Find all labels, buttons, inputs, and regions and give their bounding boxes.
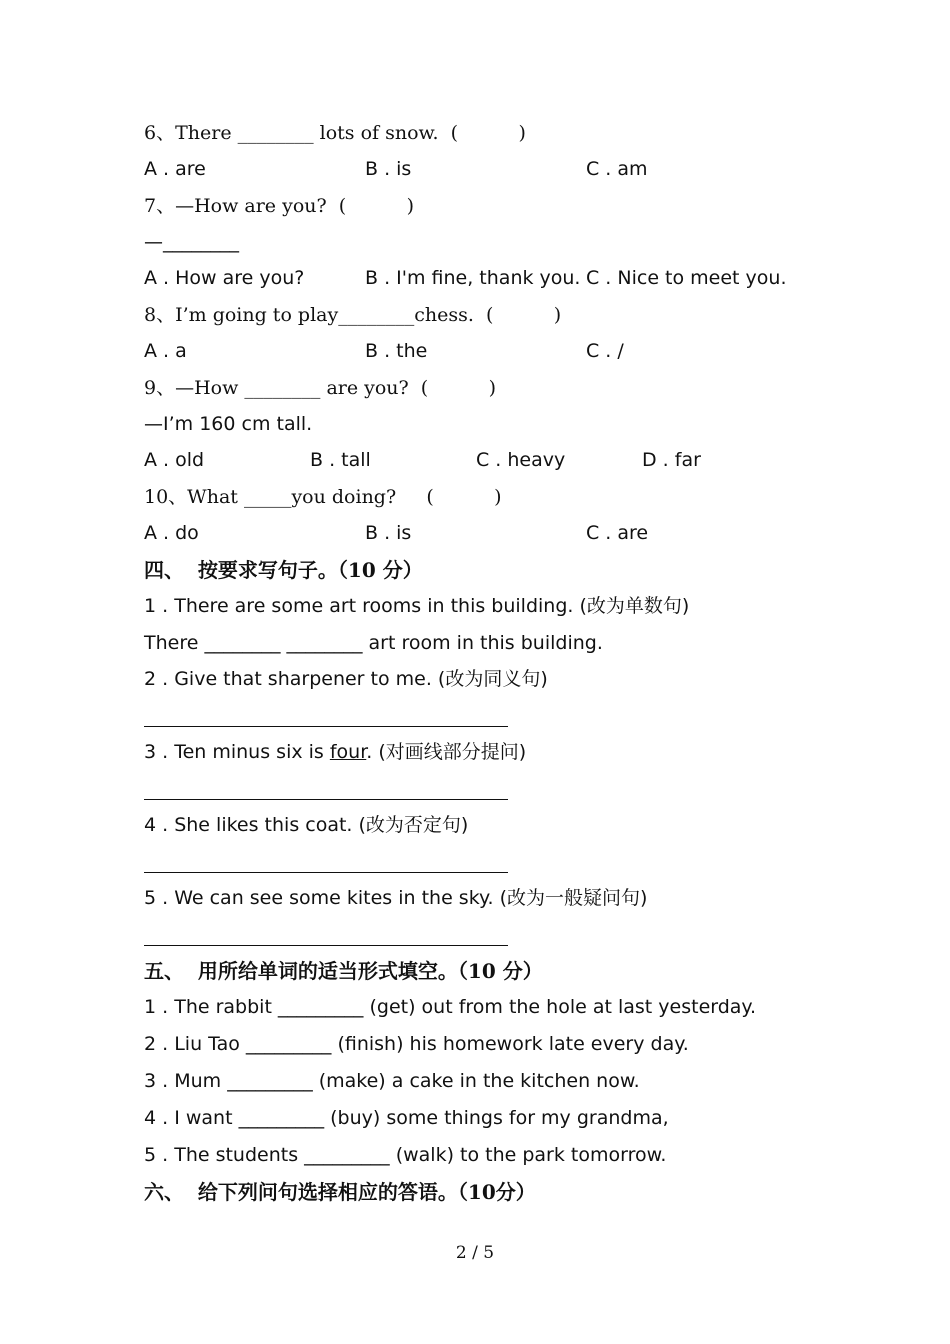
section-5-title: 五、 用所给单词的适当形式填空。（10 分） <box>144 959 543 983</box>
question-10-stem: 10、What _____you doing? ( ) <box>144 486 502 508</box>
question-7-option-a: A . How are you? <box>144 267 305 289</box>
section-6-title: 六、 给下列问句选择相应的答语。（10分） <box>144 1180 536 1204</box>
section-4-item-5: 5 . We can see some kites in the sky. (改为一般疑问句) <box>144 887 648 909</box>
question-9-stem: 9、—How ________ are you? ( ) <box>144 377 497 399</box>
question-6-option-b: B . is <box>365 158 412 180</box>
question-6-stem: 6、There ________ lots of snow. ( ) <box>144 122 526 144</box>
question-9-answer-line: —I’m 160 cm tall. <box>144 413 313 435</box>
section-4-title: 四、 按要求写句子。（10 分） <box>144 558 423 582</box>
section-4-item-1: 1 . There are some art rooms in this building. (改为单数句) <box>144 595 690 617</box>
question-10-option-b: B . is <box>365 522 412 544</box>
question-7-stem: 7、—How are you? ( ) <box>144 195 414 217</box>
question-9-option-d: D . far <box>642 449 701 471</box>
section-4-item-2: 2 . Give that sharpener to me. (改为同义句) <box>144 668 548 690</box>
question-9-option-c: C . heavy <box>476 449 566 471</box>
page-number: 2 / 5 <box>455 1243 495 1263</box>
answer-line <box>144 872 508 873</box>
question-10-option-c: C . are <box>586 522 649 544</box>
question-8-option-a: A . a <box>144 340 187 362</box>
question-9-option-a: A . old <box>144 449 205 471</box>
section-5-item-1: 1 . The rabbit _________ (get) out from the hole at last yesterday. <box>144 996 757 1018</box>
section-5-item-4: 4 . I want _________ (buy) some things for my grandma, <box>144 1107 669 1129</box>
question-8-stem: 8、I’m going to play________chess. ( ) <box>144 304 562 326</box>
section-5-item-3: 3 . Mum _________ (make) a cake in the kitchen now. <box>144 1070 640 1092</box>
answer-line <box>144 799 508 800</box>
answer-line <box>144 726 508 727</box>
question-6-option-a: A . are <box>144 158 206 180</box>
section-4-item-1-fill: There ________ ________ art room in this building. <box>144 632 603 654</box>
section-4-item-4: 4 . She likes this coat. (改为否定句) <box>144 814 469 836</box>
answer-line <box>144 945 508 946</box>
question-10-option-a: A . do <box>144 522 199 544</box>
section-4-item-3-post: . (对画线部分提问) <box>366 741 527 763</box>
section-5-item-2: 2 . Liu Tao _________ (finish) his homework late every day. <box>144 1033 689 1055</box>
section-5-item-5: 5 . The students _________ (walk) to the park tomorrow. <box>144 1144 667 1166</box>
section-4-item-3-pre: 3 . Ten minus six is <box>144 741 330 763</box>
question-7-answer-line: —________ <box>144 231 239 253</box>
question-8-option-c: C . / <box>586 340 624 362</box>
question-7-option-b: B . I'm fine, thank you. <box>365 267 581 289</box>
question-6-option-c: C . am <box>586 158 648 180</box>
question-8-option-b: B . the <box>365 340 428 362</box>
question-7-option-c: C . Nice to meet you. <box>586 267 787 289</box>
underlined-word: four <box>329 741 367 763</box>
question-9-option-b: B . tall <box>310 449 371 471</box>
section-4-item-3 <box>144 740 526 764</box>
